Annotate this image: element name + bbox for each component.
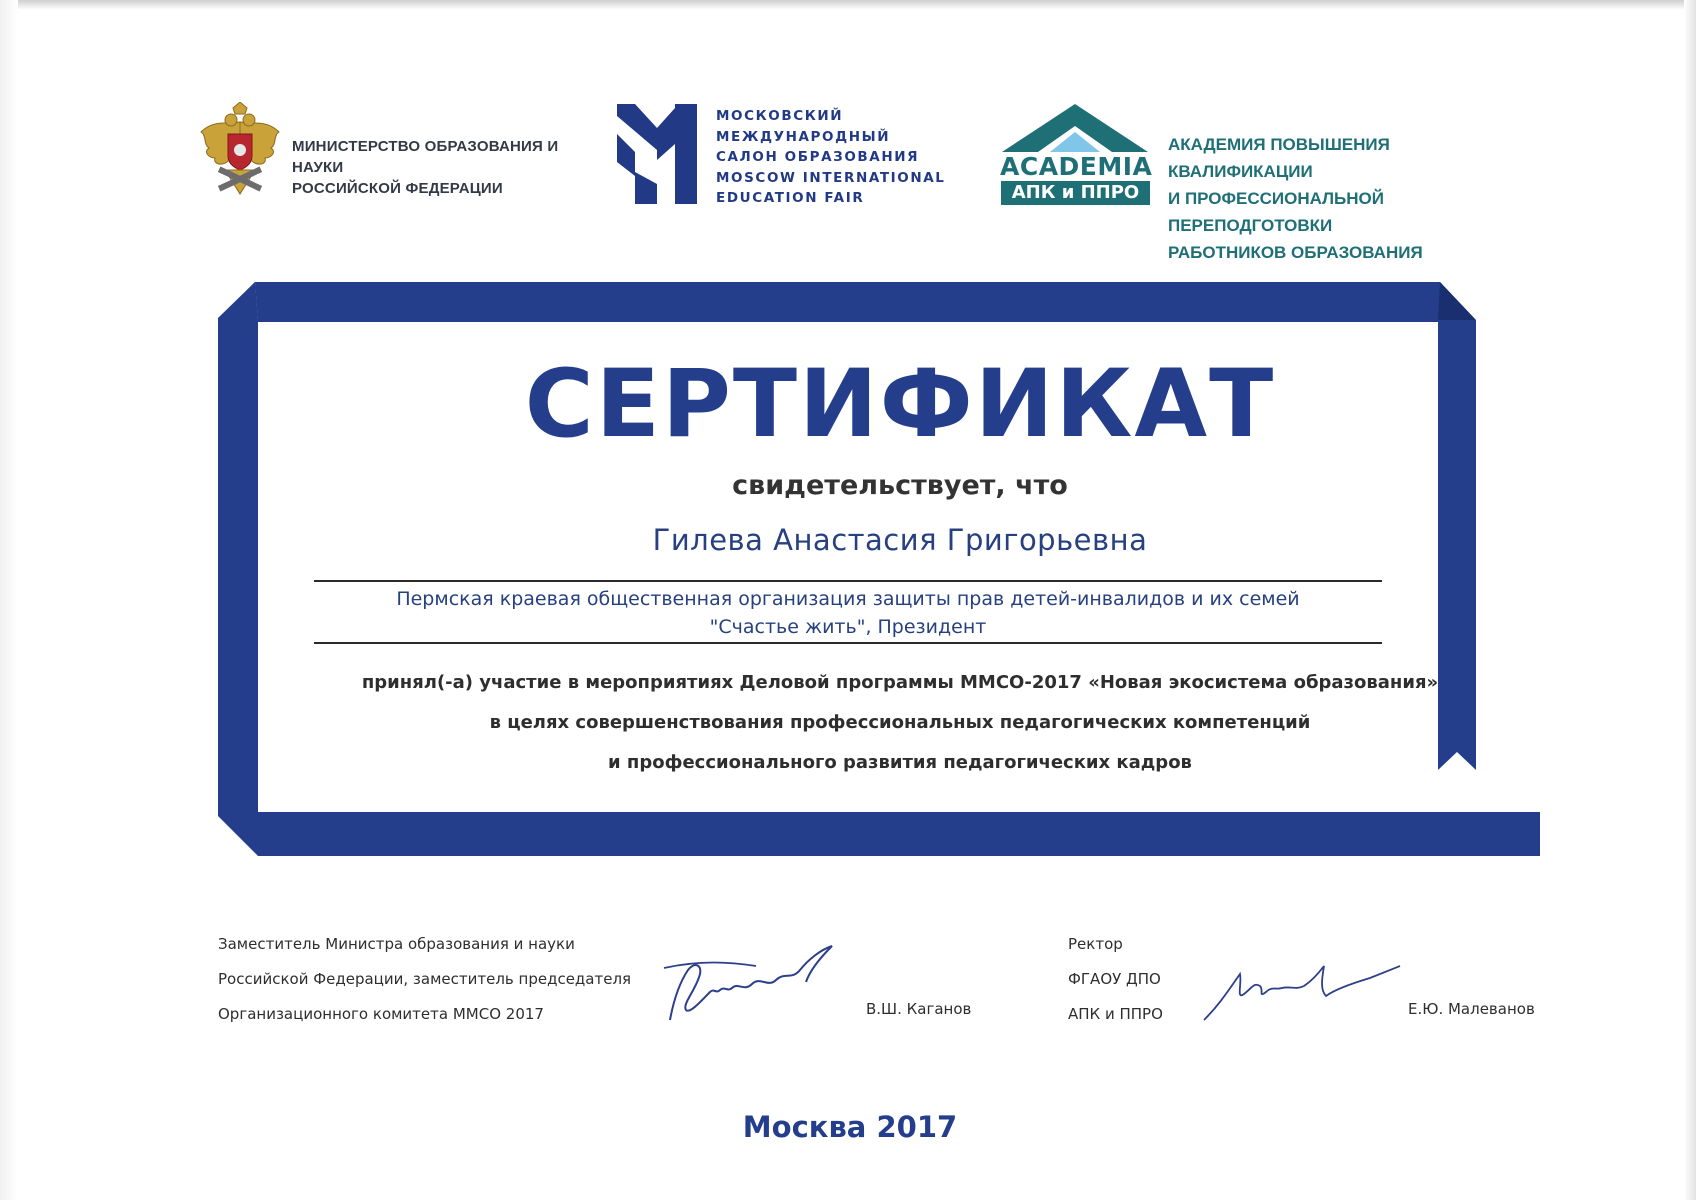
right-signature-icon bbox=[1200, 960, 1410, 1032]
name-underline bbox=[314, 580, 1382, 582]
certificate-title: СЕРТИФИКАТ bbox=[524, 350, 1276, 459]
academia-line-1: АКАДЕМИЯ ПОВЫШЕНИЯ КВАЛИФИКАЦИИ bbox=[1168, 135, 1390, 181]
body-line-2: в целях совершенствования профессиональных педагогических компетенций bbox=[489, 712, 1311, 733]
mmso-line-4: MOSCOW INTERNATIONAL bbox=[716, 169, 946, 186]
left-position-line-2: Российской Федерации, заместитель председателя bbox=[218, 970, 632, 988]
mmso-line-2: МЕЖДУНАРОДНЫЙ bbox=[716, 128, 891, 145]
academia-line-2: И ПРОФЕССИОНАЛЬНОЙ ПЕРЕПОДГОТОВКИ bbox=[1168, 189, 1384, 235]
right-signatory-name: Е.Ю. Малеванов bbox=[1408, 1000, 1535, 1018]
left-signatory-position bbox=[218, 927, 658, 1032]
body-line-1: принял(-а) участие в мероприятиях Деловой программы ММСО-2017 «Новая экосистема образования» bbox=[361, 672, 1439, 693]
certifies-text: свидетельствует, что bbox=[732, 470, 1068, 501]
right-position-line-2: ФГАОУ ДПО bbox=[1068, 970, 1161, 988]
recipient-name: Гилева Анастасия Григорьевна bbox=[652, 523, 1148, 557]
left-signatory-name: В.Ш. Каганов bbox=[866, 1000, 972, 1018]
ministry-line-1: МИНИСТЕРСТВО ОБРАЗОВАНИЯ И НАУКИ bbox=[292, 138, 559, 176]
mmso-line-1: МОСКОВСКИЙ bbox=[716, 108, 844, 124]
right-position-line-1: Ректор bbox=[1068, 935, 1123, 953]
left-position-line-3: Организационного комитета ММСО 2017 bbox=[218, 1005, 544, 1023]
academia-logo-word: ACADEMIA bbox=[1000, 152, 1153, 181]
mmso-line-3: САЛОН ОБРАЗОВАНИЯ bbox=[716, 149, 920, 165]
organization-line-2: "Счастье жить", Президент bbox=[709, 616, 987, 638]
left-signature-icon bbox=[660, 940, 860, 1028]
organization-line-1: Пермская краевая общественная организация защиты прав детей-инвалидов и их семей bbox=[396, 588, 1300, 610]
ministry-line-2: РОССИЙСКОЙ ФЕДЕРАЦИИ bbox=[292, 180, 503, 197]
academia-line-3: РАБОТНИКОВ ОБРАЗОВАНИЯ bbox=[1168, 243, 1423, 262]
left-position-line-1: Заместитель Министра образования и науки bbox=[218, 935, 575, 953]
right-position-line-3: АПК и ППРО bbox=[1068, 1005, 1163, 1023]
city-year: Москва 2017 bbox=[742, 1110, 958, 1144]
academia-logo-sub: АПК и ППРО bbox=[1001, 181, 1150, 205]
organization-underline bbox=[314, 642, 1382, 644]
body-line-3: и профессионального развития педагогических кадров bbox=[608, 752, 1192, 773]
mmso-line-5: EDUCATION FAIR bbox=[716, 190, 865, 206]
